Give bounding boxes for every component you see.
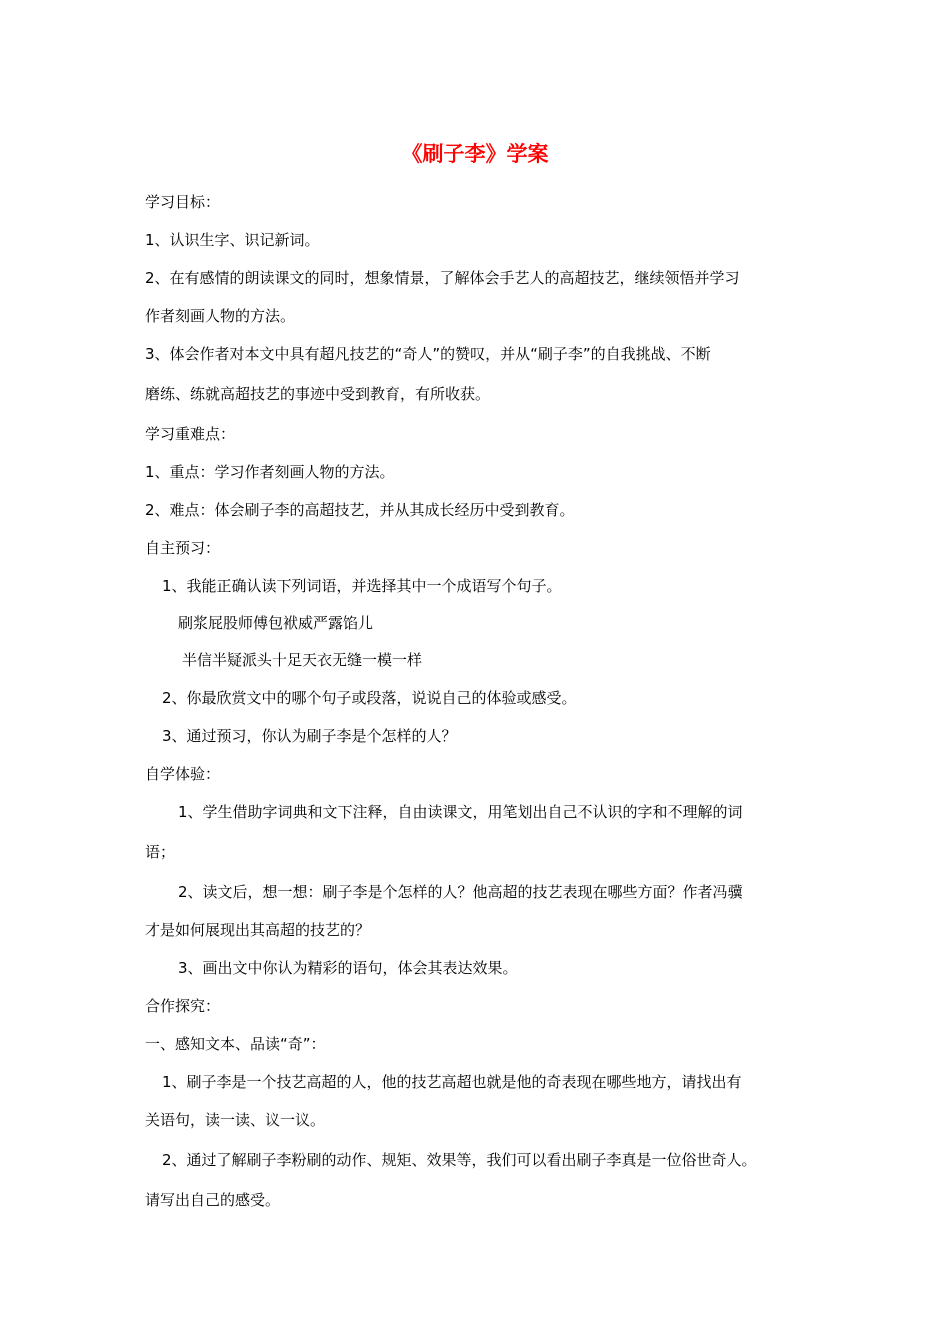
subheading-perceive-text: 一、感知文本、品读“奇”： bbox=[145, 1035, 326, 1053]
document-title: 《刷子李》学案 bbox=[401, 142, 549, 166]
heading-learning-goals: 学习目标： bbox=[145, 193, 221, 211]
heading-self-preview: 自主预习： bbox=[145, 539, 221, 557]
paragraph-line: 磨练、练就高超技艺的事迹中受到教育，有所收获。 bbox=[145, 385, 491, 403]
paragraph-line: 1、刷子李是一个技艺高超的人，他的技艺高超也就是他的奇表现在哪些地方，请找出有 bbox=[162, 1073, 742, 1091]
paragraph-line: 2、难点：体会刷子李的高超技艺，并从其成长经历中受到教育。 bbox=[145, 501, 575, 519]
paragraph-line: 1、认识生字、识记新词。 bbox=[145, 231, 320, 249]
paragraph-line: 1、学生借助字词典和文下注释，自由读课文，用笔划出自己不认识的字和不理解的词 bbox=[178, 803, 743, 821]
vocabulary-line: 刷浆屁股师傅包袱威严露馅儿 bbox=[178, 614, 374, 632]
heading-key-points: 学习重难点： bbox=[145, 425, 236, 443]
paragraph-line: 才是如何展现出其高超的技艺的？ bbox=[145, 921, 371, 939]
heading-cooperative-inquiry: 合作探究： bbox=[145, 997, 221, 1015]
paragraph-line: 1、重点：学习作者刻画人物的方法。 bbox=[145, 463, 395, 481]
paragraph-line: 3、通过预习，你认为刷子李是个怎样的人？ bbox=[162, 727, 457, 745]
paragraph-line: 请写出自己的感受。 bbox=[145, 1191, 281, 1209]
paragraph-line: 2、你最欣赏文中的哪个句子或段落，说说自己的体验或感受。 bbox=[162, 689, 577, 707]
paragraph-line: 3、画出文中你认为精彩的语句，体会其表达效果。 bbox=[178, 959, 518, 977]
vocabulary-line: 半信半疑派头十足天衣无缝一模一样 bbox=[182, 651, 423, 669]
paragraph-line: 2、通过了解刷子李粉刷的动作、规矩、效果等，我们可以看出刷子李真是一位俗世奇人。 bbox=[162, 1151, 757, 1169]
paragraph-line: 3、体会作者对本文中具有超凡技艺的“奇人”的赞叹，并从“刷子李”的自我挑战、不断 bbox=[145, 345, 711, 363]
paragraph-line: 2、读文后，想一想：刷子李是个怎样的人？他高超的技艺表现在哪些方面？作者冯骥 bbox=[178, 883, 743, 901]
paragraph-line: 关语句，读一读、议一议。 bbox=[145, 1111, 326, 1129]
paragraph-line: 语； bbox=[145, 843, 176, 861]
paragraph-line: 1、我能正确认读下列词语，并选择其中一个成语写个句子。 bbox=[162, 577, 562, 595]
paragraph-line: 作者刻画人物的方法。 bbox=[145, 307, 296, 325]
paragraph-line: 2、在有感情的朗读课文的同时，想象情景，了解体会手艺人的高超技艺，继续领悟并学习 bbox=[145, 269, 740, 287]
heading-self-study: 自学体验： bbox=[145, 765, 221, 783]
